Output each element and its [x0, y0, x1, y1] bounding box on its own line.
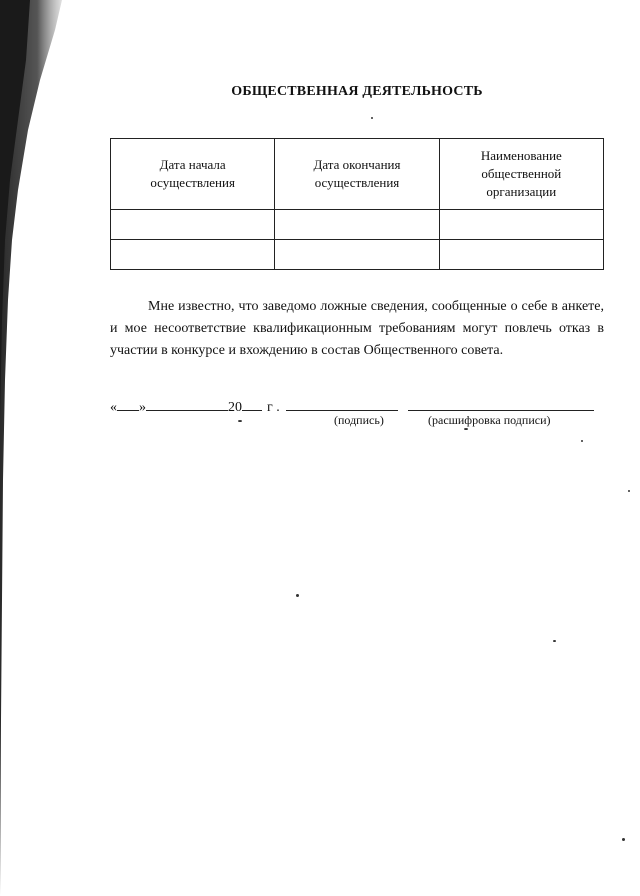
- header-organization-name: Наименование общественной организации: [439, 139, 603, 210]
- header-end-date: Дата окончания осуществления: [275, 139, 439, 210]
- year-blank[interactable]: [242, 396, 262, 411]
- scan-speck: [628, 490, 630, 492]
- scan-shadow-edge: [0, 0, 80, 896]
- scan-speck: [296, 594, 299, 597]
- header-start-date: Дата начала осуществления: [111, 139, 275, 210]
- table-row: [111, 210, 604, 240]
- table-header-row: [111, 139, 604, 210]
- date-line: [110, 396, 280, 416]
- public-activity-table: [110, 138, 604, 270]
- scan-speck: [464, 428, 468, 430]
- year-suffix: г .: [267, 400, 280, 415]
- scan-speck: [371, 117, 373, 119]
- month-blank[interactable]: [146, 396, 228, 411]
- signature-decryption-line[interactable]: [408, 410, 594, 411]
- scan-speck: [238, 420, 242, 422]
- signature-caption: (подпись): [334, 413, 384, 427]
- day-blank[interactable]: [117, 396, 139, 411]
- year-prefix: 20: [228, 400, 242, 415]
- scan-speck: [622, 838, 625, 841]
- quote-close: »: [139, 400, 146, 415]
- quote-open: «: [110, 400, 117, 415]
- table-cell[interactable]: [275, 210, 439, 240]
- scan-speck: [553, 640, 556, 642]
- table-row: [111, 240, 604, 270]
- statement-paragraph: Мне известно, что заведомо ложные сведения, сообщенные о себе в анкете, и мое несоответствие квалификационным требованиям могут повлечь отказ в участии в конкурсе и вхождению в состав Общественного совета.: [110, 299, 604, 358]
- table-cell[interactable]: [439, 210, 603, 240]
- decryption-caption: (расшифровка подписи): [428, 413, 551, 427]
- table-cell[interactable]: [111, 240, 275, 270]
- document-title: ОБЩЕСТВЕННАЯ ДЕЯТЕЛЬНОСТЬ: [231, 84, 483, 99]
- signature-line[interactable]: [286, 410, 398, 411]
- scan-speck: [581, 440, 583, 442]
- table-cell[interactable]: [111, 210, 275, 240]
- table-cell[interactable]: [275, 240, 439, 270]
- table-cell[interactable]: [439, 240, 603, 270]
